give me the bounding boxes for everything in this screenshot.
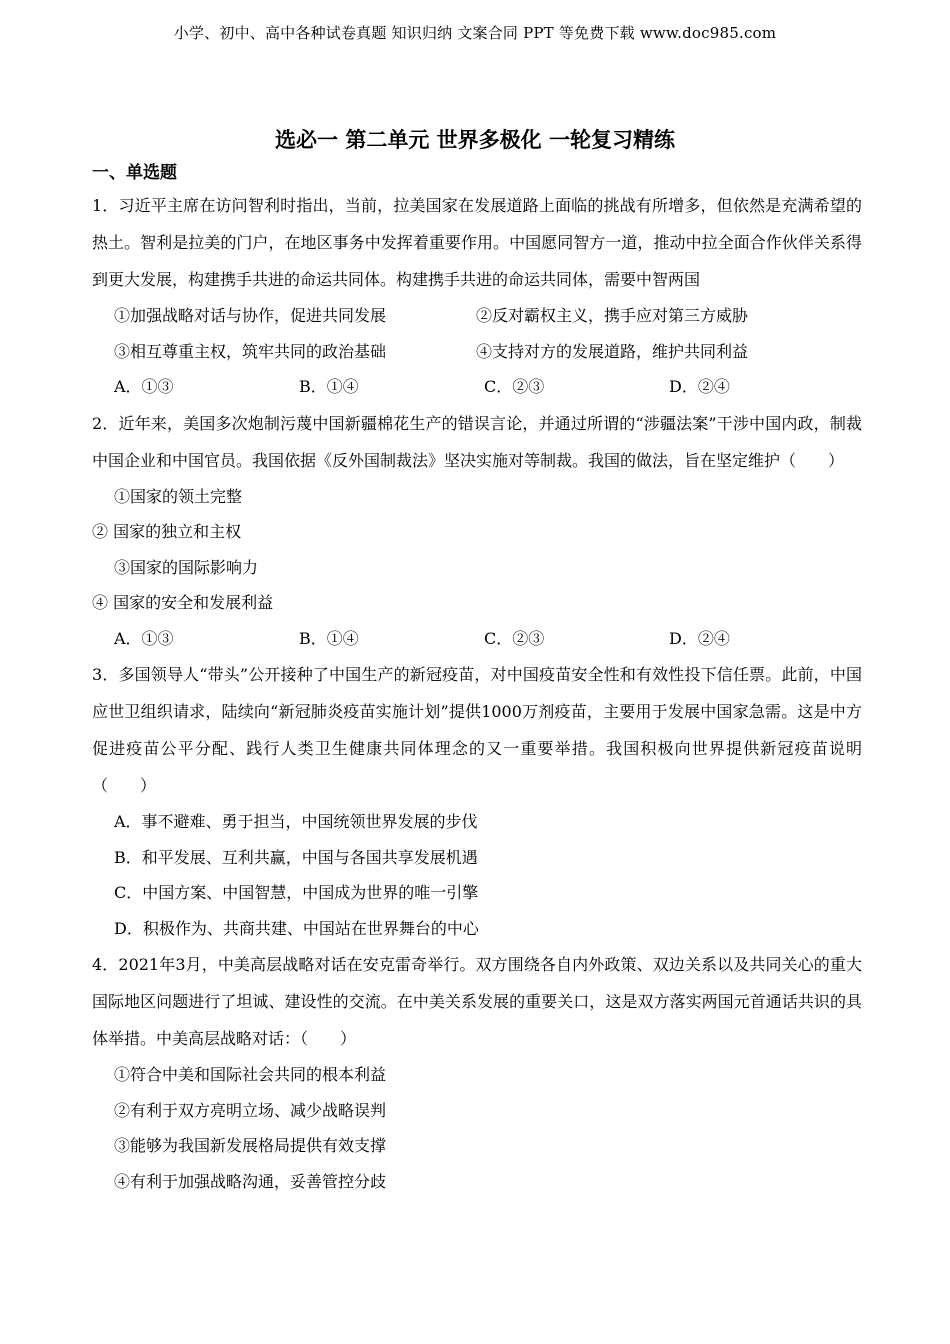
- statement: ③国家的国际影响力: [114, 557, 259, 577]
- statement: ②有利于双方亮明立场、减少战略误判: [114, 1100, 387, 1120]
- question-stem: 2．近年来，美国多次炮制污蔑中国新疆棉花生产的错误言论，并通过所谓的“涉疆法案”干涉中国内政，制裁中国企业和中国官员。我国依据《反外国制裁法》坚决实施对等制裁。我国的做法，旨在坚定维护（ ）: [92, 413, 862, 470]
- page-header: 小学、初中、高中各种试卷真题 知识归纳 文案合同 PPT 等免费下载 www.doc985.com: [173, 24, 777, 42]
- question-content: [92, 160, 862, 1199]
- section-heading: 一、单选题: [92, 163, 177, 183]
- option-b: B．①④: [299, 628, 359, 648]
- statement: ② 国家的独立和主权: [92, 522, 242, 541]
- statement-row: [92, 334, 862, 370]
- question-1: [92, 187, 862, 405]
- question-2: [92, 405, 862, 657]
- option-c: C．中国方案、中国智慧，中国成为世界的唯一引擎: [114, 883, 479, 902]
- answer-options: [92, 621, 862, 657]
- statement: ③相互尊重主权，筑牢共同的政治基础: [114, 341, 387, 361]
- statement: ①加强战略对话与协作，促进共同发展: [114, 306, 387, 325]
- question-stem: 3．多国领导人“带头”公开接种了中国生产的新冠疫苗，对中国疫苗安全性和有效性投下信任票。此前，中国应世卫组织请求，陆续向“新冠肺炎疫苗实施计划”提供1000万剂疫苗，主要用于发展中国家急需。这是中方促进疫苗公平分配、践行人类卫生健康共同体理念的又一重要举措。我国积极向世界提供新冠疫苗说明（ ）: [92, 665, 862, 795]
- statement-row: [92, 298, 862, 334]
- statement: ④有利于加强战略沟通，妥善管控分歧: [114, 1171, 387, 1191]
- option-d: D．②④: [669, 628, 730, 648]
- option-a: A．①③: [114, 377, 174, 396]
- question-stem: 1．习近平主席在访问智利时指出，当前，拉美国家在发展道路上面临的挑战有所增多，但依然是充满希望的热土。智利是拉美的门户，在地区事务中发挥着重要作用。中国愿同智方一道，推动中拉全面合作伙伴关系得到更大发展，构建携手共进的命运共同体。构建携手共进的命运共同体，需要中智两国: [92, 196, 862, 289]
- option-b: B．①④: [299, 377, 359, 396]
- question-stem: 4．2021年3月，中美高层战略对话在安克雷奇举行。双方围绕各自内外政策、双边关系以及共同关心的重大国际地区问题进行了坦诚、建设性的交流。在中美关系发展的重要关口，这是双方落实两国元首通话共识的具体举措。中美高层战略对话：（ ）: [92, 955, 862, 1048]
- option-a: A．事不避难、勇于担当，中国统领世界发展的步伐: [114, 812, 478, 831]
- page-title: 选必一 第二单元 世界多极化 一轮复习精练: [275, 128, 675, 152]
- question-3: [92, 656, 862, 946]
- option-d: D．②④: [669, 377, 730, 396]
- question-4: [92, 946, 862, 1199]
- statement: ③能够为我国新发展格局提供有效支撑: [114, 1136, 387, 1155]
- statement: ②反对霸权主义，携手应对第三方威胁: [476, 306, 749, 325]
- option-b: B．和平发展、互利共赢，中国与各国共享发展机遇: [114, 847, 478, 867]
- option-c: C．②③: [484, 628, 545, 648]
- option-d: D．积极作为、共商共建、中国站在世界舞台的中心: [114, 918, 479, 938]
- statement: ④ 国家的安全和发展利益: [92, 593, 274, 612]
- statement: ①符合中美和国际社会共同的根本利益: [114, 1065, 387, 1084]
- option-c: C．②③: [484, 377, 545, 396]
- statement: ①国家的领土完整: [114, 486, 243, 506]
- answer-options: [92, 369, 862, 405]
- option-a: A．①③: [114, 628, 174, 648]
- statement: ④支持对方的发展道路，维护共同利益: [476, 341, 749, 361]
